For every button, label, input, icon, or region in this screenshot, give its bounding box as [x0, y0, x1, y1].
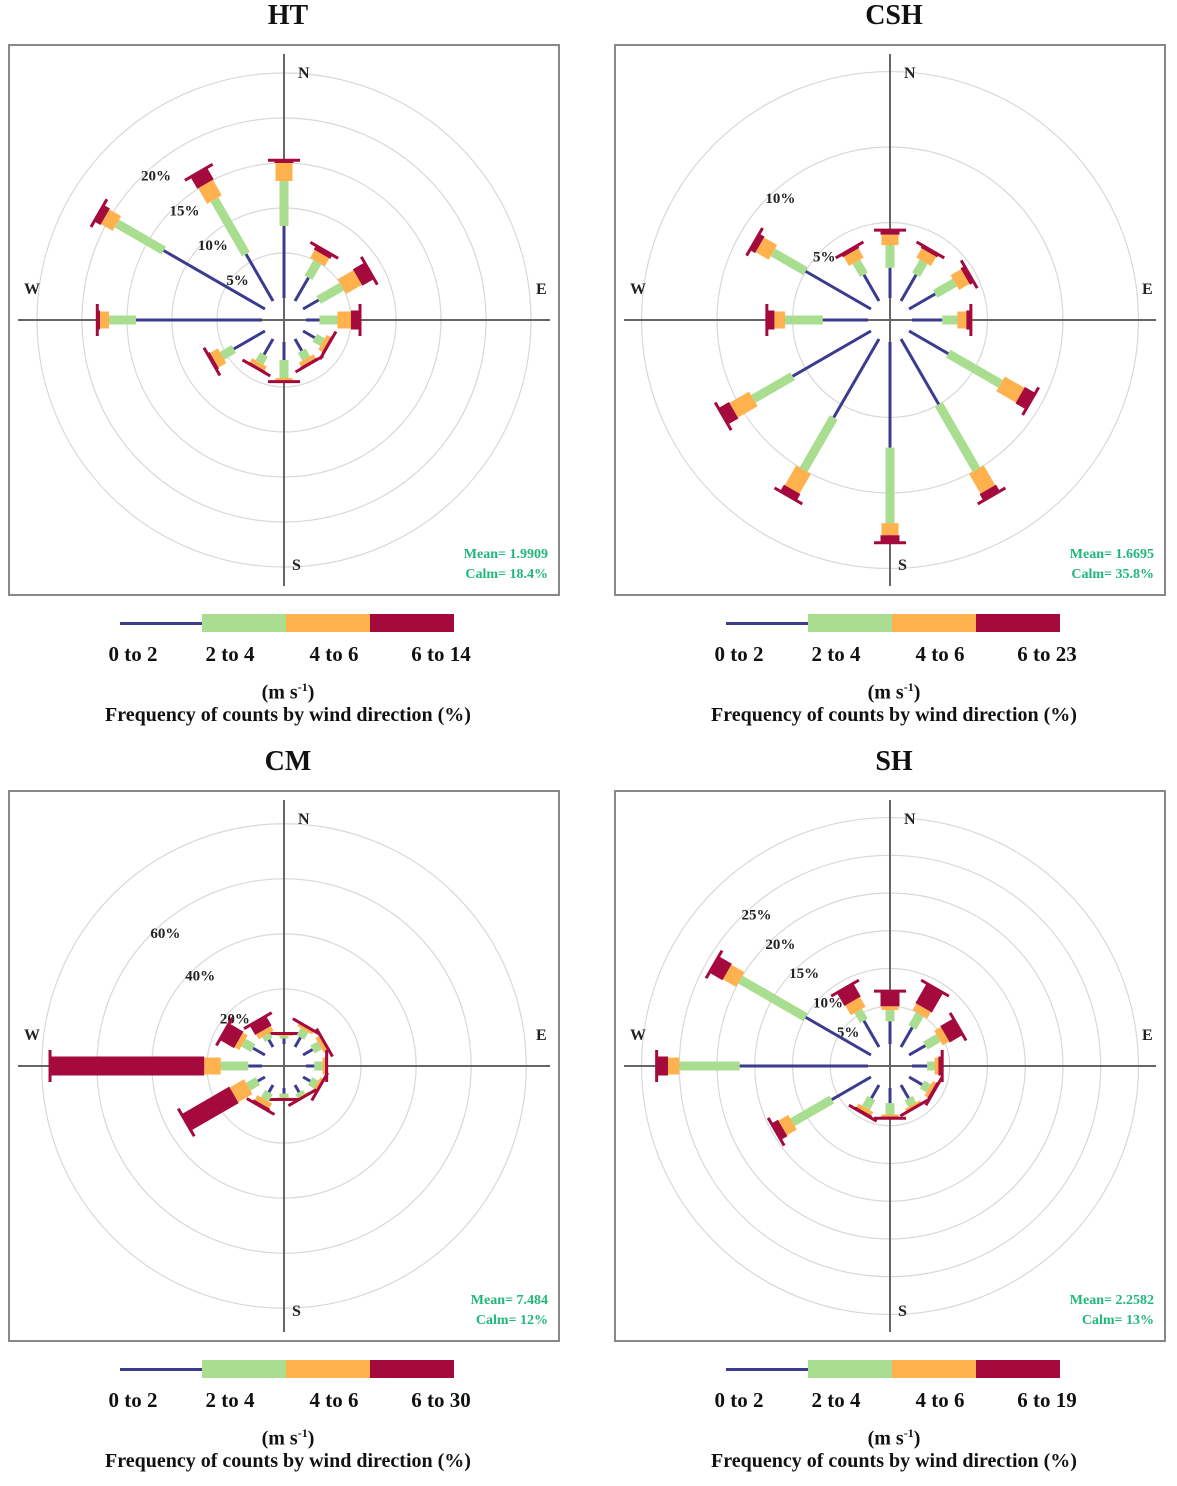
ring-label: 25% [742, 908, 772, 924]
legend-swatch-bin3 [286, 1360, 370, 1378]
calm-label: Calm= 18.4% [465, 567, 548, 582]
segment-4-6 [262, 1099, 265, 1104]
segment-2-4 [740, 980, 805, 1018]
speed-unit-label: (m $s^{-1}$) [8, 680, 568, 705]
segment-0-2 [864, 275, 879, 301]
panel-title: CSH [614, 0, 1174, 32]
segment-4-6 [783, 1122, 793, 1128]
legend-swatch-bin1 [726, 622, 808, 625]
segment-6-plus [723, 410, 733, 416]
ring-label: 10% [198, 238, 228, 254]
segment-6-plus [258, 1021, 264, 1031]
segment-0-2 [901, 1085, 909, 1098]
legend-label: 2 to 4 [812, 1388, 861, 1413]
windrose-panel-csh [614, 0, 1174, 740]
compass-label-s: S [898, 1303, 907, 1320]
segment-2-4 [301, 1030, 305, 1037]
segment-6-plus [945, 1027, 958, 1035]
segment-0-2 [871, 1085, 879, 1098]
legend-label: 6 to 19 [1017, 1388, 1077, 1413]
legend-label: 4 to 6 [916, 1388, 965, 1413]
segment-4-6 [105, 217, 117, 224]
segment-4-6 [920, 1008, 924, 1015]
segment-0-2 [258, 1077, 265, 1081]
compass-label-s: S [898, 557, 907, 574]
plot-frame [8, 44, 560, 596]
segment-4-6 [955, 277, 965, 283]
ring-label: 20% [765, 937, 795, 953]
segment-0-2 [269, 1085, 273, 1092]
segment-2-4 [313, 1045, 320, 1049]
compass-label-s: S [292, 1303, 301, 1320]
segment-4-6 [239, 1040, 244, 1043]
mean-label: Mean= 1.9909 [464, 547, 548, 562]
segment-2-4 [222, 349, 234, 356]
segment-4-6 [929, 1088, 932, 1090]
segment-4-6 [306, 359, 308, 363]
legend-swatch-bin2 [202, 1360, 286, 1378]
windrose-panel-cm [8, 746, 568, 1486]
mean-label: Mean= 2.2582 [1070, 1293, 1154, 1308]
segment-4-6 [851, 253, 856, 262]
segment-0-2 [303, 300, 319, 309]
windrose-svg [616, 792, 1164, 1340]
ring-label: 40% [185, 969, 215, 985]
compass-label-s: S [292, 557, 301, 574]
segment-0-2 [793, 331, 871, 376]
windrose-svg [616, 46, 1164, 594]
legend-swatch-bin1 [726, 1368, 808, 1371]
legend-swatch-bin2 [202, 614, 286, 632]
segment-0-2 [909, 1077, 922, 1085]
segment-2-4 [315, 338, 323, 343]
compass-label-n: N [904, 811, 916, 828]
segment-0-2 [834, 339, 879, 417]
segment-6-plus [199, 172, 206, 184]
legend [614, 610, 1174, 740]
ring-label: 5% [226, 273, 249, 289]
segment-0-2 [303, 331, 315, 338]
segment-0-2 [864, 1021, 879, 1047]
segment-4-6 [316, 1085, 318, 1086]
axis-caption: Frequency of counts by wind direction (%) [614, 1450, 1174, 1473]
segment-2-4 [948, 354, 1000, 384]
segment-4-6 [257, 362, 259, 366]
plot-frame [614, 44, 1166, 596]
ring-label: 20% [141, 168, 171, 184]
segment-4-6 [924, 253, 929, 262]
segment-6-plus [358, 271, 370, 278]
segment-2-4 [773, 252, 806, 271]
segment-2-4 [804, 417, 834, 469]
legend [614, 1356, 1174, 1486]
segment-0-2 [901, 275, 916, 301]
segment-4-6 [305, 1028, 306, 1030]
segment-4-6 [853, 1001, 859, 1011]
compass-label-w: W [630, 281, 646, 298]
segment-2-4 [858, 1011, 864, 1021]
segment-4-6 [976, 470, 987, 490]
mean-label: Mean= 7.484 [471, 1293, 548, 1308]
segment-0-2 [909, 1046, 925, 1055]
segment-2-4 [916, 262, 924, 275]
axis-caption: Frequency of counts by wind direction (%) [8, 704, 568, 727]
segment-0-2 [806, 1017, 871, 1055]
speed-unit-label: (m $s^{-1}$) [8, 1426, 568, 1451]
ring-label: 5% [837, 1025, 860, 1041]
segment-2-4 [793, 1100, 832, 1123]
legend-label: 4 to 6 [310, 642, 359, 667]
segment-4-6 [323, 342, 327, 344]
segment-4-6 [263, 1030, 266, 1035]
segment-2-4 [319, 287, 342, 301]
compass-label-w: W [24, 1027, 40, 1044]
segment-0-2 [295, 1085, 299, 1092]
plot-frame [614, 790, 1166, 1342]
compass-label-w: W [24, 281, 40, 298]
segment-4-6 [792, 470, 803, 490]
segment-2-4 [939, 404, 977, 469]
ring-label: 15% [169, 203, 199, 219]
calm-label: Calm= 35.8% [1071, 567, 1154, 582]
segment-4-6 [727, 972, 740, 980]
windrose-svg [10, 792, 558, 1340]
segment-0-2 [253, 1048, 265, 1055]
legend-swatch-bin2 [808, 614, 892, 632]
segment-0-2 [269, 1040, 273, 1047]
segment-0-2 [264, 339, 273, 355]
segment-6-plus [845, 988, 853, 1001]
segment-2-4 [909, 1098, 913, 1105]
legend-swatch-bin1 [120, 622, 202, 625]
compass-label-n: N [298, 811, 310, 828]
segment-2-4 [925, 1038, 938, 1046]
axis-caption: Frequency of counts by wind direction (%) [614, 704, 1174, 727]
segment-4-6 [734, 399, 754, 410]
segment-0-2 [303, 1049, 313, 1055]
segment-2-4 [243, 1043, 253, 1049]
ring-label: 60% [150, 926, 180, 942]
panel-title: CM [8, 746, 568, 778]
segment-4-6 [234, 1087, 248, 1095]
segment-0-2 [806, 271, 871, 309]
segment-0-2 [832, 1077, 871, 1100]
calm-label: Calm= 13% [1082, 1313, 1154, 1328]
segment-2-4 [912, 1014, 920, 1027]
windrose-panel-ht [8, 0, 568, 740]
legend-label: 0 to 2 [715, 1388, 764, 1413]
ring-label: 10% [765, 191, 795, 207]
legend-swatch-bin1 [120, 1368, 202, 1371]
segment-2-4 [935, 283, 955, 294]
legend-swatch-bin3 [286, 614, 370, 632]
segment-4-6 [760, 245, 773, 253]
legend-label: 6 to 23 [1017, 642, 1077, 667]
segment-6-plus [1020, 395, 1030, 401]
compass-label-n: N [298, 65, 310, 82]
compass-label-e: E [1142, 281, 1153, 298]
segment-6-plus [714, 964, 727, 972]
compass-label-w: W [630, 1027, 646, 1044]
legend-label: 4 to 6 [916, 642, 965, 667]
compass-label-e: E [536, 1027, 547, 1044]
segment-4-6 [206, 184, 215, 200]
legend-swatch-bin3 [892, 614, 976, 632]
segment-2-4 [265, 1092, 269, 1099]
legend-label: 2 to 4 [812, 642, 861, 667]
legend-swatch-bin4 [976, 1360, 1060, 1378]
segment-2-4 [753, 376, 792, 399]
panel-title: HT [8, 0, 568, 32]
panel-title: SH [614, 746, 1174, 778]
windrose-svg [10, 46, 558, 594]
legend-label: 6 to 14 [411, 642, 471, 667]
segment-0-2 [909, 294, 935, 309]
segment-2-4 [260, 355, 265, 363]
speed-unit-label: (m $s^{-1}$) [614, 1426, 1174, 1451]
legend-swatch-bin4 [976, 614, 1060, 632]
segment-4-6 [342, 278, 358, 287]
segment-2-4 [856, 262, 864, 275]
speed-unit-label: (m $s^{-1}$) [614, 680, 1174, 705]
segment-0-2 [901, 1027, 912, 1047]
segment-2-4 [310, 1081, 316, 1084]
compass-label-e: E [536, 281, 547, 298]
legend-label: 0 to 2 [109, 1388, 158, 1413]
segment-4-6 [1001, 384, 1021, 395]
legend-label: 0 to 2 [109, 642, 158, 667]
legend-label: 4 to 6 [310, 1388, 359, 1413]
legend-label: 0 to 2 [715, 642, 764, 667]
segment-0-2 [901, 339, 939, 404]
legend-label: 2 to 4 [206, 642, 255, 667]
legend-swatch-bin3 [892, 1360, 976, 1378]
segment-4-6 [320, 1043, 324, 1045]
segment-0-2 [909, 331, 948, 354]
segment-2-4 [266, 1035, 269, 1040]
windrose-panel-sh [614, 746, 1174, 1486]
segment-0-2 [234, 331, 265, 349]
axis-caption: Frequency of counts by wind direction (%) [8, 1450, 568, 1473]
segment-0-2 [295, 278, 309, 301]
ring-label: 15% [789, 966, 819, 982]
segment-6-plus [224, 1032, 238, 1040]
plot-frame [8, 790, 560, 1342]
ring-label: 10% [813, 995, 843, 1011]
compass-label-n: N [904, 65, 916, 82]
segment-2-4 [302, 351, 307, 359]
legend [8, 610, 568, 740]
legend-label: 2 to 4 [206, 1388, 255, 1413]
legend-swatch-bin4 [370, 1360, 454, 1378]
ring-label: 20% [220, 1011, 250, 1027]
legend [8, 1356, 568, 1486]
ring-label: 5% [813, 249, 836, 265]
mean-label: Mean= 1.6695 [1070, 547, 1154, 562]
segment-4-6 [864, 1108, 866, 1111]
segment-2-4 [299, 1092, 301, 1096]
segment-0-2 [295, 1037, 301, 1047]
segment-0-2 [295, 339, 302, 351]
segment-4-6 [938, 1034, 945, 1038]
compass-label-e: E [1142, 1027, 1153, 1044]
legend-label: 6 to 30 [411, 1388, 471, 1413]
segment-4-6 [214, 356, 222, 361]
segment-2-4 [922, 1085, 929, 1089]
segment-2-4 [248, 1081, 258, 1087]
segment-4-6 [912, 1105, 913, 1107]
segment-2-4 [309, 262, 318, 278]
segment-0-2 [303, 1077, 310, 1081]
segment-4-6 [318, 254, 323, 262]
calm-label: Calm= 12% [476, 1313, 548, 1328]
segment-6-plus [924, 988, 935, 1008]
legend-swatch-bin2 [808, 1360, 892, 1378]
segment-0-2 [246, 254, 273, 301]
legend-swatch-bin4 [370, 614, 454, 632]
segment-2-4 [866, 1098, 872, 1108]
